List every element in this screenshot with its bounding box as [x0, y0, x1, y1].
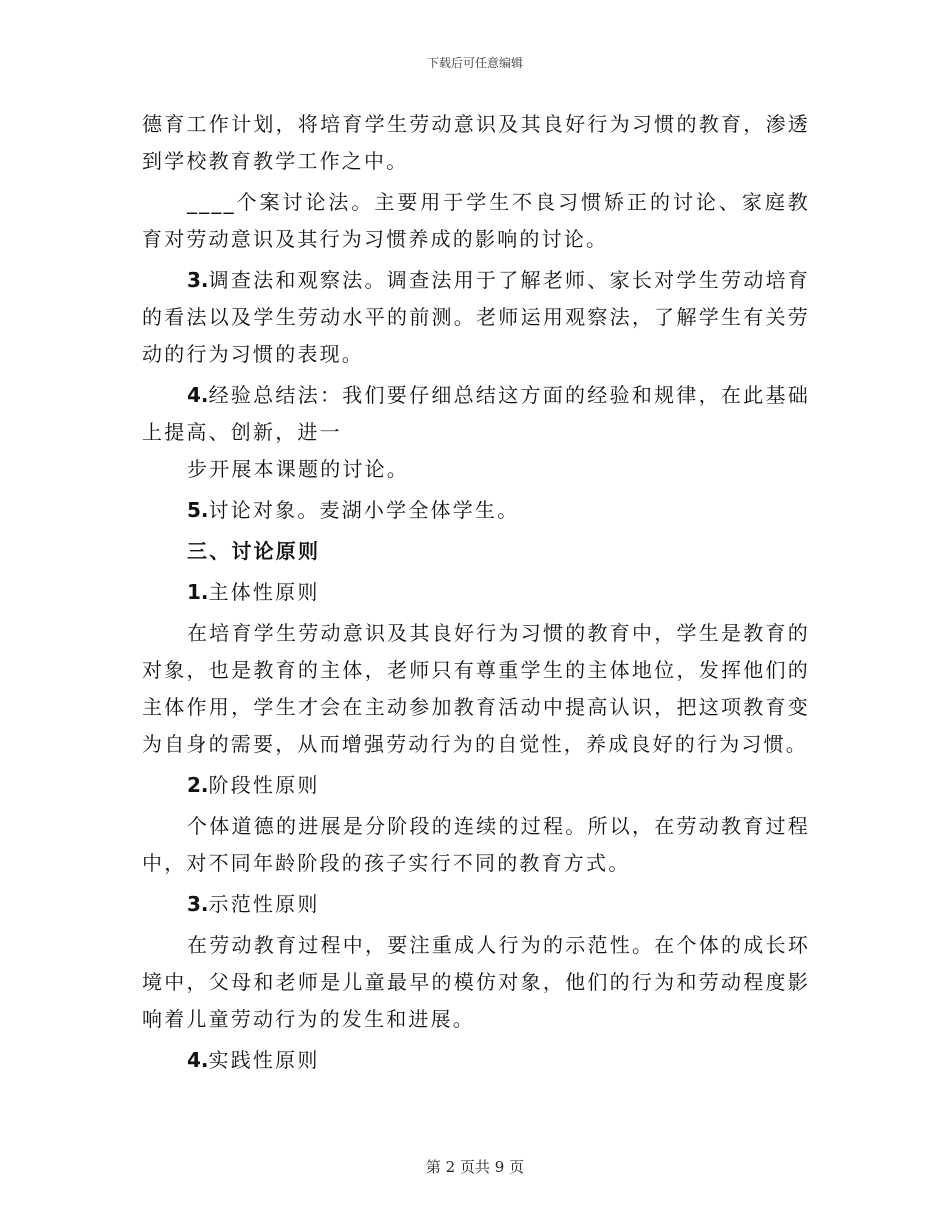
- page-footer: 第 2 页共 9 页: [425, 1158, 525, 1176]
- paragraph-demonstration: 在劳动教育过程中，要注重成人行为的示范性。在个体的成长环境中，父母和老师是儿童最早的模仿对象，他们的行为和劳动程度影响着儿童劳动行为的发生和进展。: [142, 933, 810, 1031]
- item-number: 4.: [187, 383, 209, 407]
- item-number: 4.: [187, 1048, 209, 1072]
- paragraph-stages: 个体道德的进展是分阶段的连续的过程。所以，在劳动教育过程中，对不同年龄阶段的孩子实行不同的教育方式。: [142, 814, 810, 875]
- item-number: 1.: [187, 580, 209, 604]
- paragraph-case-study: ____个案讨论法。主要用于学生不良习惯矫正的讨论、家庭教育对劳动意识及其行为习惯养成的影响的讨论。: [142, 190, 810, 251]
- subheading-demonstration: 3.示范性原则: [187, 892, 320, 916]
- subheading-stages: 2.阶段性原则: [187, 773, 320, 797]
- paragraph-research-subjects: 5.讨论对象。麦湖小学全体学生。: [187, 498, 520, 522]
- paragraph-survey-method: 3.调查法和观察法。调查法用于了解老师、家长对学生劳动培育的看法以及学生劳动水平的前测。老师运用观察法，了解学生有关劳动的行为习惯的表现。: [142, 268, 810, 366]
- item-number: 2.: [187, 773, 209, 797]
- subheading-practice: 4.实践性原则: [187, 1048, 320, 1072]
- paragraph-experience-method: 4.经验总结法：我们要仔细总结这方面的经验和规律，在此基础上提高、创新，进一: [142, 383, 810, 444]
- item-number: 5.: [187, 498, 209, 522]
- paragraph-subjectivity: 在培育学生劳动意识及其良好行为习惯的教育中，学生是教育的对象，也是教育的主体，老师只有尊重学生的主体地位，发挥他们的主体作用，学生才会在主动参加教育活动中提高认识，把这项教育变为自身的需要，从而增强劳动行为的自觉性，养成良好的行为习惯。: [142, 621, 810, 756]
- subheading-subjectivity: 1.主体性原则: [187, 580, 320, 604]
- paragraph-experience-continued: 步开展本课题的讨论。: [187, 457, 409, 481]
- document-body: [142, 106, 810, 1083]
- section-heading-principles: 三、讨论原则: [187, 539, 321, 563]
- page-header: 下载后可任意编辑: [426, 56, 523, 70]
- paragraph-1: 德育工作计划，将培育学生劳动意识及其良好行为习惯的教育，渗透到学校教育教学工作之中。: [142, 112, 810, 173]
- item-number: 3.: [187, 892, 209, 916]
- item-number: 3.: [187, 268, 209, 292]
